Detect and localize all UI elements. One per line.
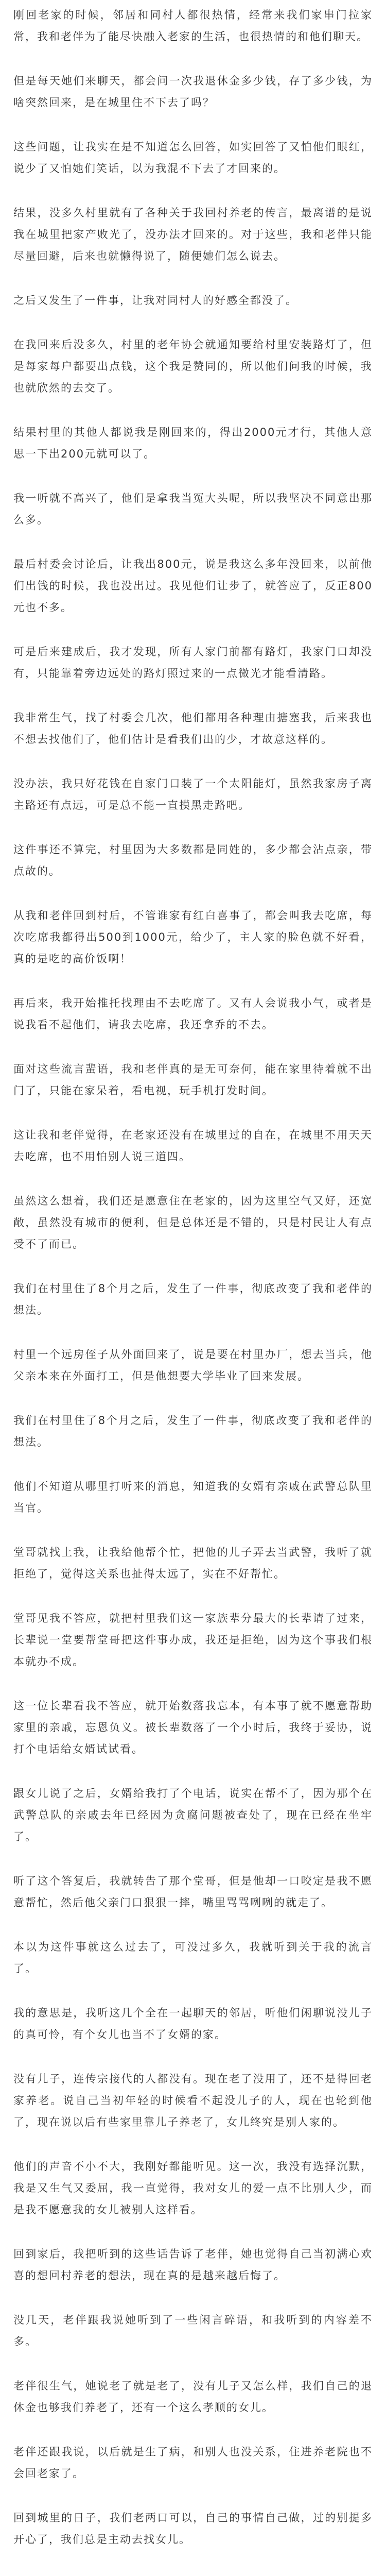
- paragraph: 没办法，我只好花钱在自家门口装了一个太阳能灯，虽然我家房子离主路还有点远，可是总不能一直摸黑走路吧。: [13, 777, 373, 811]
- paragraph: 我的意思是，我听这几个全在一起聊天的邻居，听他们闲聊说没儿子的真可怜，有个女儿也当不了女婿的家。: [13, 2007, 373, 2041]
- paragraph: [13, 2573, 373, 2576]
- paragraph: 虽然这么想着，我们还是愿意住在老家的，因为这里空气又好，还宽敞，虽然没有城市的便利，但是总体还是不错的，只是村民让人有点受不了而已。: [13, 1195, 373, 1250]
- paragraph: 我非常生气，找了村委会几次，他们都用各种理由搪塞我，后来我也不想去找他们了，他们估计是看我们出的少，才故意这样的。: [13, 711, 373, 745]
- paragraph: 面对这些流言蜚语，我和老伴真的是无可奈何，能在家里待着就不出门了，只能在家呆着，看电视，玩手机打发时间。: [13, 1063, 373, 1097]
- paragraph: 没有儿子，连传宗接代的人都没有。现在老了没用了，还不是得回老家养老。说自己当初年轻的时候看不起没儿子的人，现在也轮到他了，现在说以后有些家里靠儿子养老了，女儿终究是别人家的。: [13, 2073, 373, 2128]
- paragraph: 老伴还跟我说，以后就是生了病，和别人也没关系，住进养老院也不会回老家了。: [13, 2446, 373, 2480]
- paragraph: 结果，没多久村里就有了各种关于我回村养老的传言，最离谱的是说我在城里把家产败光了，没办法才回来的。对于这些，我和老伴只能尽量回避，后来也就懒得说了，随便她们怎么说去。: [13, 207, 373, 262]
- paragraph: 我们在村里住了8个月之后，发生了一件事，彻底改变了我和老伴的想法。: [13, 1414, 373, 1448]
- paragraph: 这一位长辈看我不答应，就开始数落我忘本，有本事了就不愿意帮助家里的亲戚，忘恩负义。被长辈数落了一个小时后，我终于妥协，说打个电话给女婿试试看。: [13, 1700, 373, 1755]
- paragraph: 他们不知道从哪里打听来的消息，知道我的女婿有亲戚在武警总队里当官。: [13, 1480, 373, 1514]
- paragraph: 刚回老家的时候，邻居和同村人都很热情，经常来我们家串门拉家常，我和老伴为了能尽快融入老家的生活，也很热情的和他们聊天。: [13, 9, 373, 43]
- paragraph: 这件事还不算完，村里因为大多数都是同姓的，多少都会沾点亲，带点故的。: [13, 843, 373, 877]
- paragraph: 堂哥就找上我，让我给他帮个忙，把他的儿子弄去当武警，我听了就拒绝了，觉得这关系也扯得太远了，实在不好帮忙。: [13, 1546, 373, 1580]
- paragraph: 回到城里的日子，我们老两口可以，自己的事情自己做，过的别提多开心了，我们总是主动去找女儿。: [13, 2512, 373, 2546]
- paragraph: 跟女儿说了之后，女婿给我打了个电话，说实在帮不了，因为那个在武警总队的亲戚去年已经因为贪腐问题被查处了，现在已经在坐牢了。: [13, 1787, 373, 1843]
- paragraph: 老伴很生气，她说老了就是老了，没有儿子又怎么样，我们自己的退休金也够我们养老了，还有一个这么孝顺的女儿。: [13, 2380, 373, 2414]
- paragraph: 在我回来后没多久，村里的老年协会就通知要给村里安装路灯了，但是每家每户都要出点钱，这个我是赞同的，所以他们问我的时候，我也就欣然的去交了。: [13, 338, 373, 394]
- paragraph: 但是每天她们来聊天，都会问一次我退休金多少钱，存了多少钱，为啥突然回来，是在城里住不下去了吗？: [13, 75, 373, 109]
- paragraph: 之后又发生了一件事，让我对同村人的好感全都没了。: [13, 294, 297, 307]
- paragraph: 我一听就不高兴了，他们是拿我当冤大头呢，所以我坚决不同意出那么多。: [13, 492, 373, 526]
- paragraph: 最后村委会讨论后，让我出800元，说是我这么多年没回来，以前他们出钱的时候，我也没出过。我见他们让步了，就答应了，反正800元也不多。: [13, 558, 373, 614]
- paragraph: 堂哥见我不答应，就把村里我们这一家族辈分最大的长辈请了过来，长辈说一堂要帮堂哥把这件事办成，我还是拒绝，因为这个事我们根本就办不成。: [13, 1612, 373, 1668]
- paragraph: 再后来，我开始推托找理由不去吃席了。又有人会说我小气，或者是说我看不起他们，请我去吃席，我还拿乔的不去。: [13, 997, 373, 1031]
- paragraph: 结果村里的其他人都说我是刚回来的，得出2000元才行，其他人意思一下出200元就可以了。: [13, 426, 373, 460]
- paragraph: 他们的声音不小不大，我刚好都能听见。这一次，我没有选择沉默，我是又生气又委屈，我一直觉得，我对女儿的爱一点不比别人少，而是我不愿意我的女儿被别人这样看。: [13, 2160, 373, 2216]
- paragraph: 没几天，老伴跟我说她听到了一些闲言碎语，和我听到的内容差不多。: [13, 2314, 373, 2348]
- paragraph: 这让我和老伴觉得，在老家还没有在城里过的自在，在城里不用天天去吃席，也不用怕别人说三道四。: [13, 1129, 373, 1163]
- paragraph: 可是后来建成后，我才发现，所有人家门前都有路灯，我家门口却没有，只能靠着旁边远处的路灯照过来的一点微光才能看清路。: [13, 646, 373, 680]
- paragraph: 村里一个远房侄子从外面回来了，说是要在村里办厂，想去当兵，他父亲本来在外面打工，但是他想要大学毕业了回来发展。: [13, 1348, 373, 1382]
- paragraph: 回到家后，我把听到的这些话告诉了老伴，她也觉得自己当初满心欢喜的想回村养老的想法，现在真的是越来越后悔了。: [13, 2248, 373, 2282]
- paragraph: 这些问题，让我实在是不知道怎么回答，如实回答了又怕他们眼红，说少了又怕她们笑话，以为我混不下去了才回来的。: [13, 141, 373, 175]
- paragraph: 从我和老伴回到村后，不管谁家有红白喜事了，都会叫我去吃席，每次吃席我都得出500到1000元，给少了，主人家的脸色就不好看，真的是吃的高价饭啊！: [13, 909, 373, 965]
- paragraph: 我们在村里住了8个月之后，发生了一件事，彻底改变了我和老伴的想法。: [13, 1282, 373, 1316]
- paragraph: 听了这个答复后，我就转告了那个堂哥，但是他却一口咬定是我不愿意帮忙，然后他父亲门口狠狠一摔，嘴里骂骂咧咧的就走了。: [13, 1875, 373, 1909]
- paragraph: 本以为这件事就这么过去了，可没过多久，我就听到关于我的流言了。: [13, 1941, 373, 1975]
